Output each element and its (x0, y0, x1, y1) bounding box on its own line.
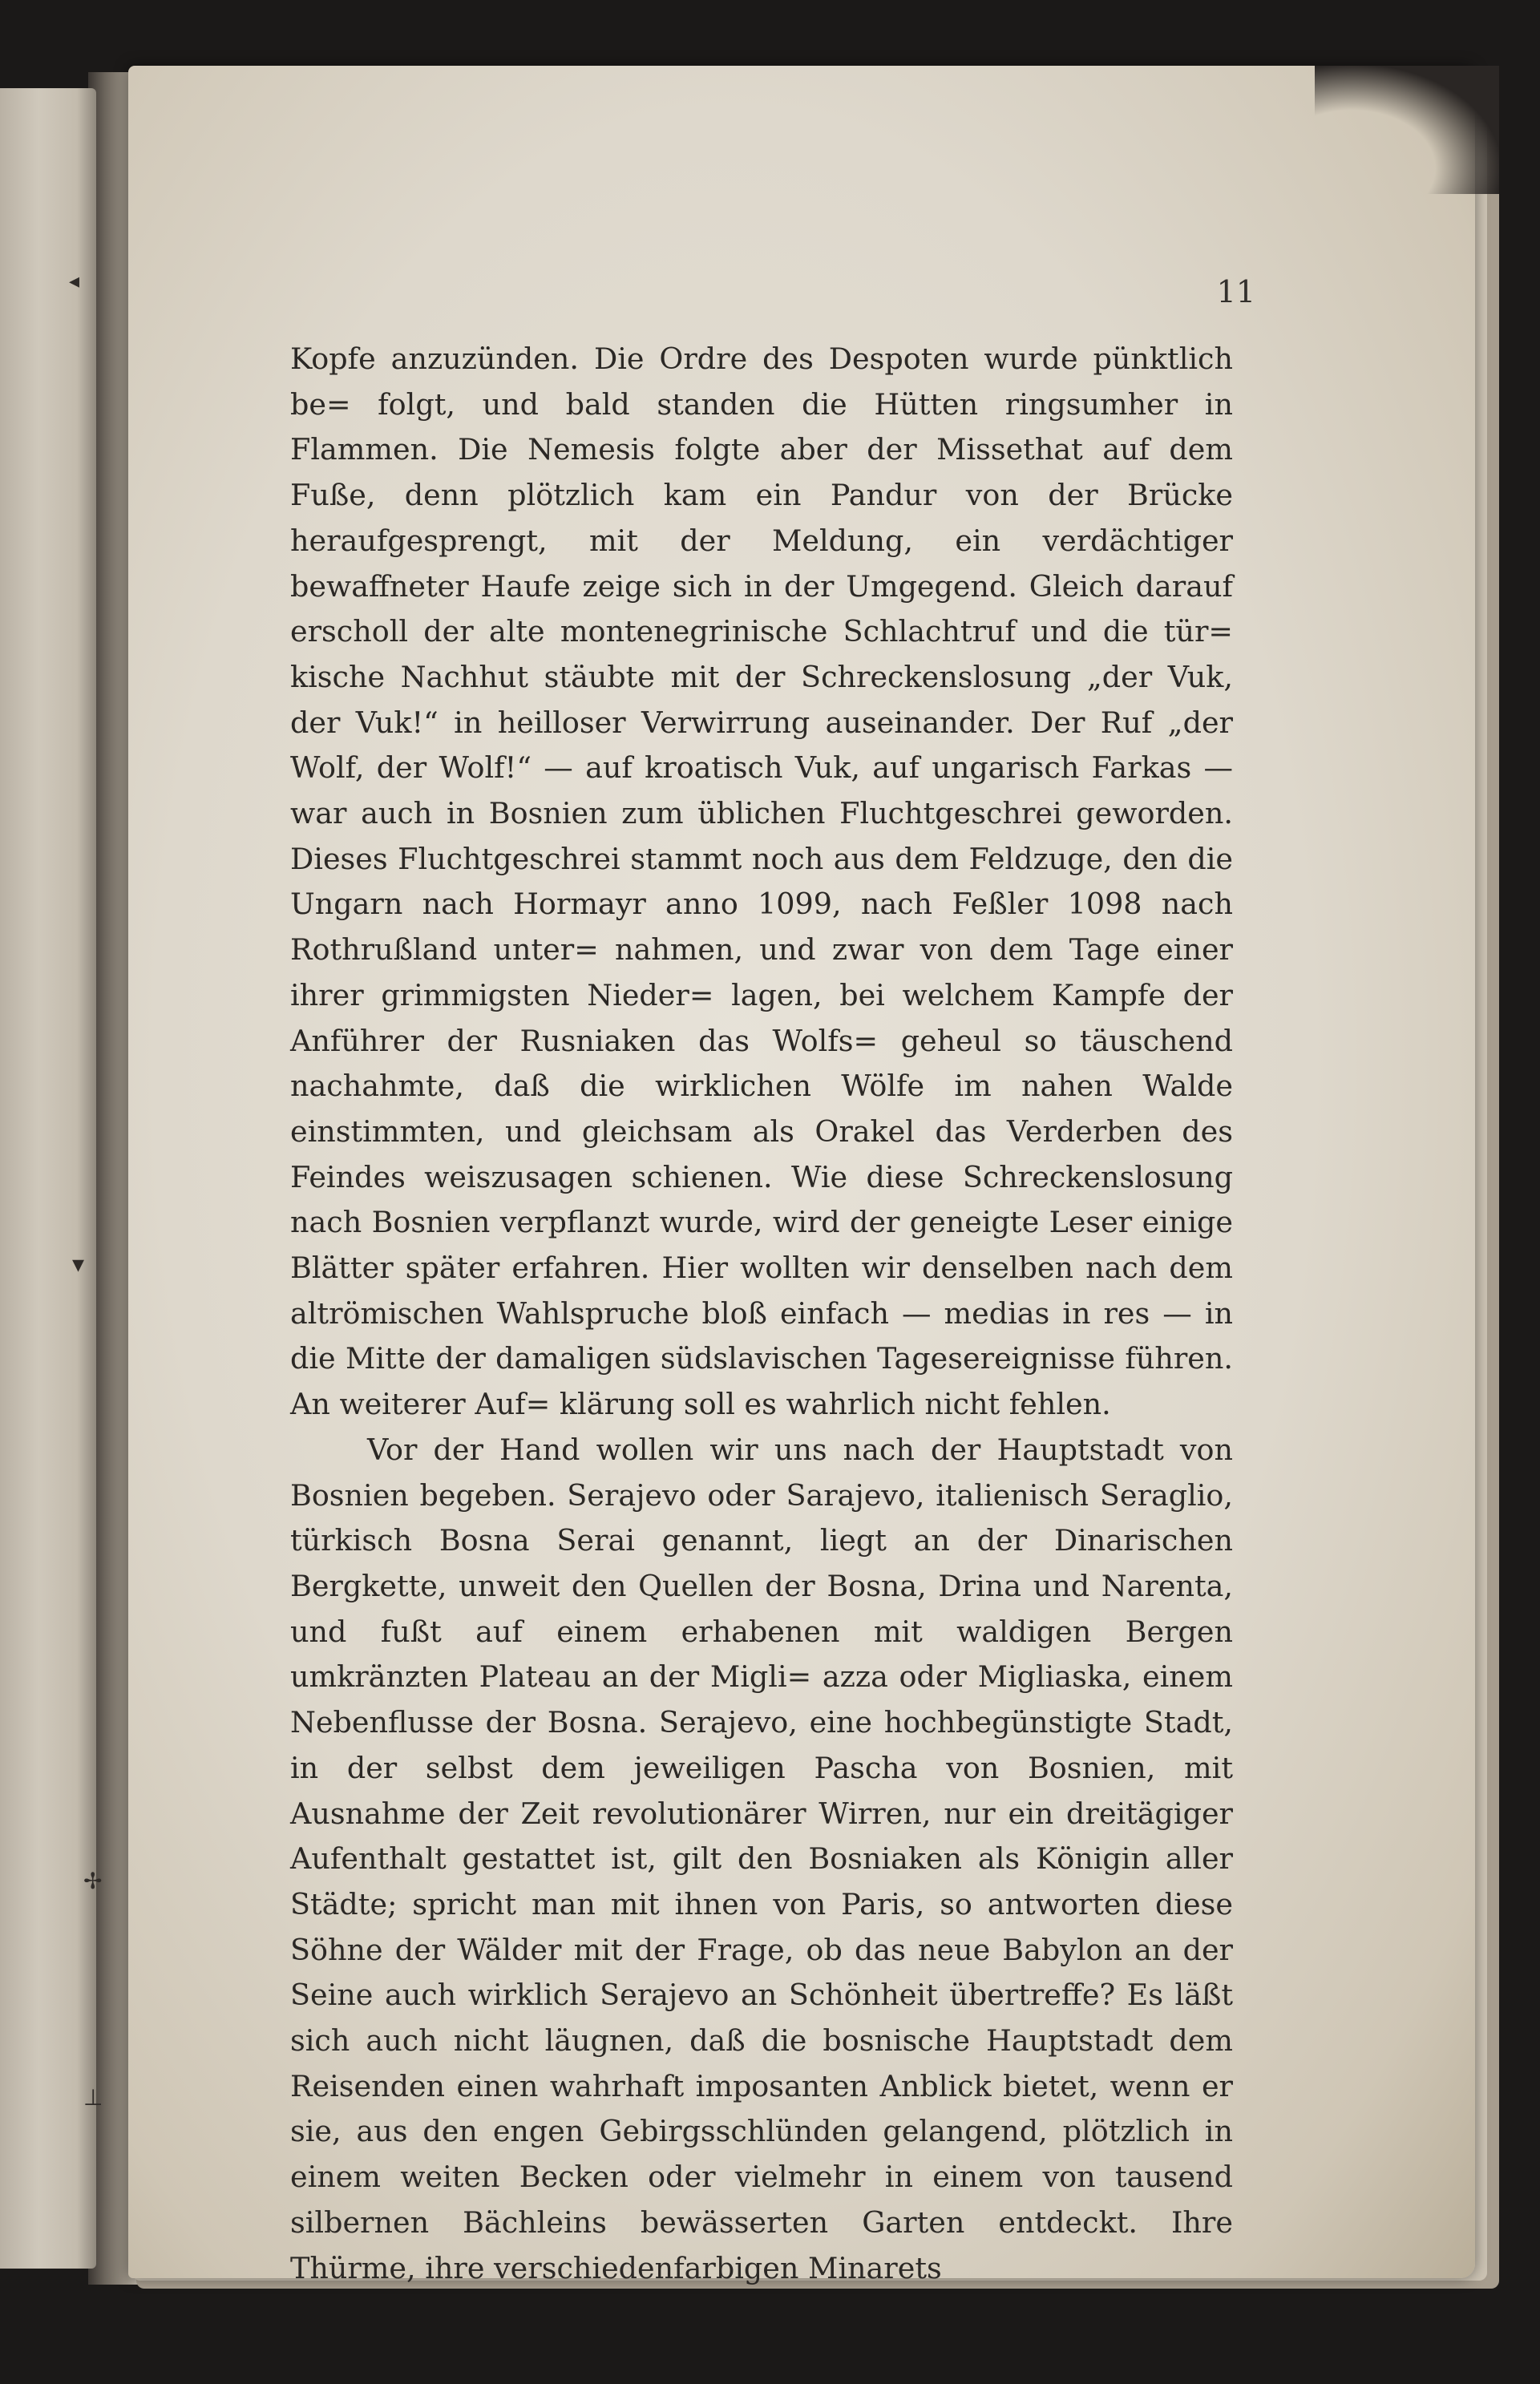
paragraph: Vor der Hand wollen wir uns nach der Hauptstadt von Bosnien begeben. Serajevo oder Sarajevo, italienisch Seraglio, türkisch Bosna Serai genannt, liegt an der Dinarischen Bergkette, unweit den Quellen der Bosna, Drina und Narenta, und fußt auf einem erhabenen mit waldigen Bergen umkränzten Plateau an der Migli= azza oder Migliaska, einem Nebenflusse der Bosna. Serajevo, eine hochbegünstigte Stadt, in der selbst dem jeweiligen Pascha von Bosnien, mit Ausnahme der Zeit revolutionärer Wirren, nur ein dreitägiger Aufenthalt gestattet ist, gilt den Bosniaken als Königin aller Städte; spricht man mit ihnen von Paris, so antworten diese Söhne der Wälder mit der Frage, ob das neue Babylon an der Seine auch wirklich Serajevo an Schönheit übertreffe? Es läßt sich auch nicht läugnen, daß die bosnische Hauptstadt dem Reisenden einen wahrhaft imposanten Anblick bietet, wenn er sie, aus den engen Gebirgsschlünden gelangend, plötzlich in einem weiten Becken oder vielmehr in einem von tausend silbernen Bächleins bewässerten Garten entdeckt. Ihre Thürme, ihre verschiedenfarbigen Minarets (290, 1432, 1233, 2285)
page-number: 11 (1216, 274, 1255, 309)
gutter-mark: ⊥ (83, 2084, 103, 2111)
paragraph: Kopfe anzuzünden. Die Ordre des Despoten wurde pünktlich be= folgt, und bald standen die Hütten ringsumher in Flammen. Die Nemesis folgte aber der Missethat auf dem Fuße, denn plötzlich kam ein Pandur von der Brücke heraufgesprengt, mit der Meldung, ein verdächtiger bewaffneter Haufe zeige sich in der Umgegend. Gleich darauf erscholl der alte montenegrinische Schlachtruf und die tür= kische Nachhut stäubte mit der Schreckenslosung „der Vuk, der Vuk!“ in heilloser Verwirrung auseinander. Der Ruf „der Wolf, der Wolf!“ — auf kroatisch Vuk, auf ungarisch Farkas — war auch in Bosnien zum üblichen Fluchtgeschrei geworden. Dieses Fluchtgeschrei stammt noch aus dem Feldzuge, den die Ungarn nach Hormayr anno 1099, nach Feßler 1098 nach Rothrußland unter= nahmen, und zwar von dem Tage einer ihrer grimmigsten Nieder= lagen, bei welchem Kampfe der Anführer der Rusniaken das Wolfs= geheul so täuschend nachahmte, daß die wirklichen Wölfe im nahen Walde einstimmten, und gleichsam als Orakel das Verderben des Feindes weiszusagen schienen. Wie diese Schreckenslosung nach Bosnien verpflanzt wurde, wird der geneigte Leser einige Blätter später erfahren. Hier wollten wir denselben nach dem altrömischen Wahlspruche bloß einfach — medias in res — in die Mitte der damaligen südslavischen Tagesereignisse führen. An weiterer Auf= klärung soll es wahrlich nicht fehlen. (290, 341, 1233, 1422)
worn-page-corner (1315, 66, 1499, 194)
gutter-mark: ◂ (69, 269, 80, 293)
gutter-mark: ▾ (72, 1251, 85, 1279)
body-text (290, 337, 1233, 2291)
gutter-mark: ✢ (83, 1868, 103, 1894)
left-page-edge (0, 88, 96, 2269)
